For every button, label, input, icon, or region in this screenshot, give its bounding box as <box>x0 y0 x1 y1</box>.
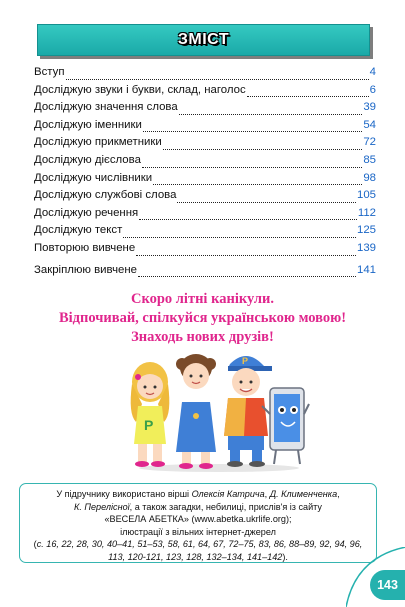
toc-leader <box>138 275 356 277</box>
toc-row[interactable] <box>34 189 376 207</box>
toc-leader <box>153 183 362 185</box>
slogan-line-2: Відпочивай, спілкуйся українською мовою! <box>58 310 347 326</box>
toc-label: Закріплюю вивчене <box>34 263 137 276</box>
toc-label: Досліджую речення <box>34 206 139 219</box>
header-bar <box>37 24 370 56</box>
toc-row[interactable] <box>34 207 376 225</box>
svg-text:P: P <box>144 417 154 433</box>
toc-page-number: 72 <box>363 136 376 149</box>
toc-page-number: 39 <box>363 101 376 114</box>
toc-row[interactable] <box>34 101 376 119</box>
toc-row[interactable] <box>34 84 376 102</box>
author-name: К. Перелісної <box>74 501 130 512</box>
credits-text: ). <box>282 551 288 562</box>
toc-label: Вступ <box>34 66 65 78</box>
toc-page-number: 105 <box>356 189 376 202</box>
toc-page-number: 4 <box>369 66 376 78</box>
toc-leader <box>123 236 356 238</box>
toc-page-number: 98 <box>363 171 376 184</box>
toc-row[interactable] <box>34 66 376 84</box>
slogan-line-3: Знаходь нових друзів! <box>131 329 274 345</box>
toc-row[interactable] <box>34 242 376 260</box>
toc-page-number: 6 <box>369 83 376 96</box>
toc-page-number: 141 <box>356 263 376 276</box>
toc-row[interactable] <box>34 136 376 154</box>
toc-row[interactable] <box>34 172 376 190</box>
credits-text: ( <box>33 539 37 549</box>
toc-label: Повторюю вивчене <box>34 241 136 254</box>
toc-label: Досліджую звуки і букви, склад, наголос <box>34 83 246 96</box>
toc-leader <box>66 78 369 80</box>
toc-row[interactable] <box>34 154 376 172</box>
toc-label: Досліджую прикметники <box>34 136 162 149</box>
table-of-contents <box>34 66 376 281</box>
page-number <box>370 570 405 600</box>
toc-row[interactable] <box>34 224 376 242</box>
toc-leader <box>143 130 362 132</box>
page-title: ЗМІСТ <box>177 31 230 48</box>
toc-label: Досліджую іменники <box>34 118 142 131</box>
toc-page-number: 112 <box>357 206 376 219</box>
summer-slogan <box>0 290 405 347</box>
illustration-pages: с. 16, 22, 28, 30, 40–41, 51–53, 58, 61, 64, 67, 72–75, 83, 86, 88–89, 92, 94, 96, 113, 120-121, 123, 128, 132–134, 141–142 <box>36 539 363 562</box>
toc-leader <box>163 148 363 150</box>
credits-text: , <box>264 489 270 499</box>
boy-figure <box>224 356 272 467</box>
page-number-text: 143 <box>377 578 398 592</box>
toc-leader <box>136 254 356 256</box>
girl-blonde-figure <box>131 362 170 467</box>
toc-leader <box>139 218 357 220</box>
svg-text:P: P <box>242 356 249 366</box>
credits-text: У підручнику використано вірші <box>56 489 192 499</box>
toc-label: Досліджую текст <box>34 224 123 237</box>
toc-leader <box>247 95 369 97</box>
credits-box <box>19 483 377 563</box>
toc-page-number: 125 <box>356 224 376 237</box>
credits-text: , <box>337 489 340 499</box>
author-name: Д. Клименченка <box>269 489 338 499</box>
credits-text: ілюстрації з вільних інтернет-джерел <box>120 526 276 537</box>
toc-leader <box>179 113 363 115</box>
toc-leader <box>177 201 356 203</box>
author-name: Олексія Катрича <box>191 489 265 499</box>
toc-page-number: 85 <box>363 153 376 166</box>
girl-brunette-figure <box>176 354 216 469</box>
credits-source[interactable]: «ВЕСЕЛА АБЕТКА» (www.abetka.ukrlife.org); <box>104 514 292 524</box>
credits-text: , а також загадки, небилиці, прислів'я із сайту <box>129 501 322 512</box>
toc-page-number: 139 <box>356 241 376 254</box>
toc-leader <box>142 166 362 168</box>
toc-label: Досліджую числівники <box>34 171 153 184</box>
toc-label: Досліджую службові слова <box>34 189 177 202</box>
children-illustration <box>124 344 310 472</box>
slogan-line-1: Скоро літні канікули. <box>130 291 275 307</box>
toc-row[interactable] <box>34 119 376 137</box>
tablet-character <box>262 388 309 464</box>
toc-row[interactable] <box>34 264 376 282</box>
toc-label: Досліджую дієслова <box>34 153 141 166</box>
toc-label: Досліджую значення слова <box>34 101 178 114</box>
toc-page-number: 54 <box>363 118 376 131</box>
